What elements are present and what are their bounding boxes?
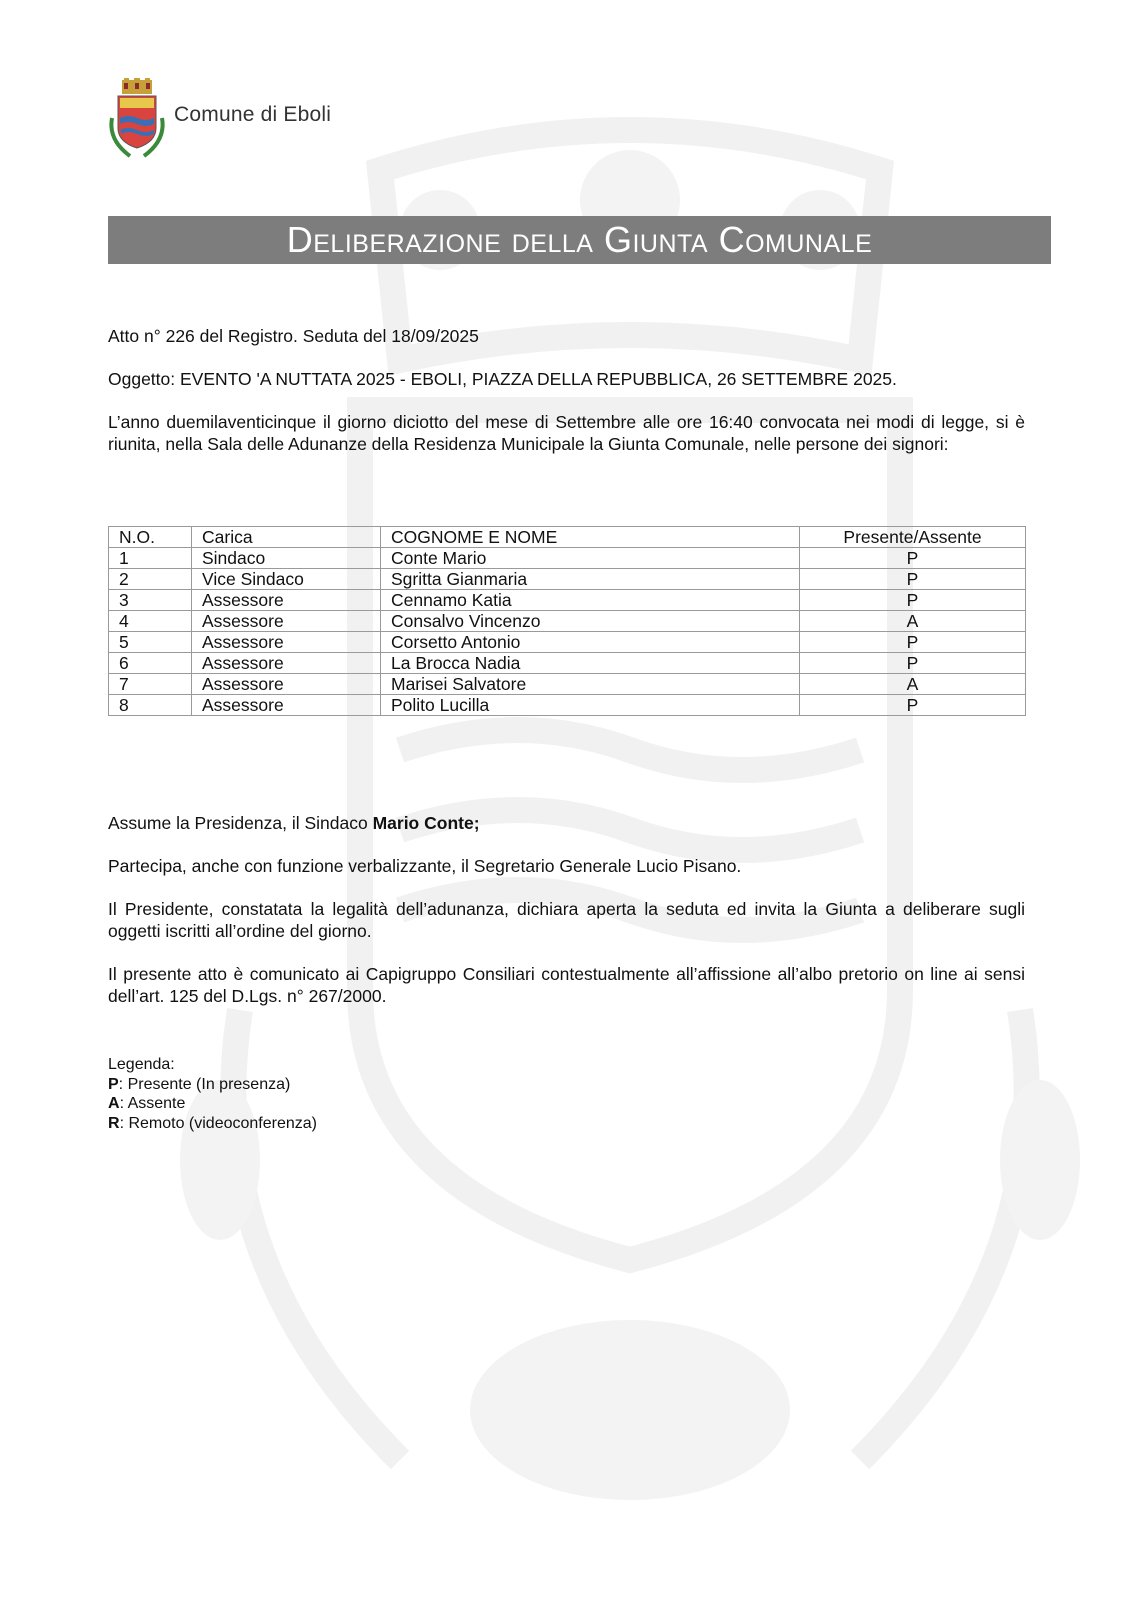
intro-section <box>108 325 1025 455</box>
row-name: Marisei Salvatore <box>381 674 800 695</box>
row-name: Corsetto Antonio <box>381 632 800 653</box>
legend-key: P <box>108 1075 119 1093</box>
title-banner: Deliberazione della Giunta Comunale <box>108 216 1051 264</box>
atto-line: Atto n° 226 del Registro. Seduta del 18/09/2025 <box>108 326 479 346</box>
members-table <box>108 526 1026 716</box>
legend-title: Legenda: <box>108 1056 175 1073</box>
row-name: Conte Mario <box>381 548 800 569</box>
table-row <box>109 590 1026 611</box>
row-number: 3 <box>109 590 192 611</box>
presidenza-prefix: Assume la Presidenza, il Sindaco <box>108 813 373 833</box>
row-number: 6 <box>109 653 192 674</box>
row-role: Assessore <box>192 695 381 716</box>
table-row <box>109 674 1026 695</box>
partecipa-paragraph: Partecipa, anche con funzione verbalizzante, il Segretario Generale Lucio Pisano. <box>108 856 742 876</box>
legend-key: A <box>108 1095 120 1112</box>
row-attendance: P <box>800 548 1026 569</box>
table-row <box>109 653 1026 674</box>
legend-item <box>108 1114 317 1134</box>
row-name: Consalvo Vincenzo <box>381 611 800 632</box>
presidenza-paragraph <box>108 812 1025 834</box>
legend <box>108 1055 317 1133</box>
legend-item <box>108 1094 317 1114</box>
comune-crest-logo <box>108 78 166 160</box>
table-row <box>109 632 1026 653</box>
row-attendance: P <box>800 695 1026 716</box>
header-cell: Presente/Assente <box>800 527 1026 548</box>
legend-key: R <box>108 1114 120 1132</box>
row-attendance: P <box>800 569 1026 590</box>
document-header <box>108 78 331 160</box>
comunicato-paragraph: Il presente atto è comunicato ai Capigruppo Consiliari contestualmente all’affissione all’albo pretorio on line ai sensi dell’art. 125 del D.Lgs. n° 267/2000. <box>108 964 1025 1006</box>
row-role: Assessore <box>192 674 381 695</box>
row-name: Cennamo Katia <box>381 590 800 611</box>
row-name: Polito Lucilla <box>381 695 800 716</box>
table-header-row <box>109 527 1026 548</box>
row-number: 8 <box>109 695 192 716</box>
header-cell: Carica <box>192 527 381 548</box>
row-role: Assessore <box>192 653 381 674</box>
presidente-paragraph: Il Presidente, constatata la legalità dell’adunanza, dichiara aperta la seduta ed invita la Giunta a deliberare sugli oggetti iscritti all’ordine del giorno. <box>108 899 1025 941</box>
header-cell: COGNOME E NOME <box>381 527 800 548</box>
convocation-paragraph: L’anno duemilaventicinque il giorno diciotto del mese di Settembre alle ore 16:40 convocata nei modi di legge, si è riunita, nella Sala delle Adunanze della Residenza Municipale la Giunta Comunale, nelle persone dei signori: <box>108 412 1025 454</box>
table-row <box>109 611 1026 632</box>
row-name: La Brocca Nadia <box>381 653 800 674</box>
row-number: 7 <box>109 674 192 695</box>
row-role: Assessore <box>192 590 381 611</box>
legend-text: : Presente (In presenza) <box>118 1075 291 1093</box>
row-name: Sgritta Gianmaria <box>381 569 800 590</box>
row-attendance: A <box>800 611 1026 632</box>
header-cell: N.O. <box>109 527 192 548</box>
row-number: 5 <box>109 632 192 653</box>
legend-text: : Assente <box>119 1095 186 1112</box>
body-section <box>108 812 1025 1028</box>
table-row <box>109 695 1026 716</box>
row-number: 1 <box>109 548 192 569</box>
row-role: Assessore <box>192 632 381 653</box>
oggetto-line: Oggetto: EVENTO 'A NUTTATA 2025 - EBOLI, PIAZZA DELLA REPUBBLICA, 26 SETTEMBRE 2025. <box>108 369 897 389</box>
row-attendance: A <box>800 674 1026 695</box>
row-number: 4 <box>109 611 192 632</box>
row-attendance: P <box>800 653 1026 674</box>
row-role: Sindaco <box>192 548 381 569</box>
row-role: Assessore <box>192 611 381 632</box>
table-row <box>109 569 1026 590</box>
table-row <box>109 548 1026 569</box>
row-attendance: P <box>800 590 1026 611</box>
presidenza-name: Mario Conte; <box>372 813 480 833</box>
legend-item <box>108 1075 317 1095</box>
legend-text: : Remoto (videoconferenza) <box>119 1114 317 1132</box>
row-attendance: P <box>800 632 1026 653</box>
row-role: Vice Sindaco <box>192 569 381 590</box>
row-number: 2 <box>109 569 192 590</box>
comune-name: Comune di Eboli <box>174 103 332 126</box>
